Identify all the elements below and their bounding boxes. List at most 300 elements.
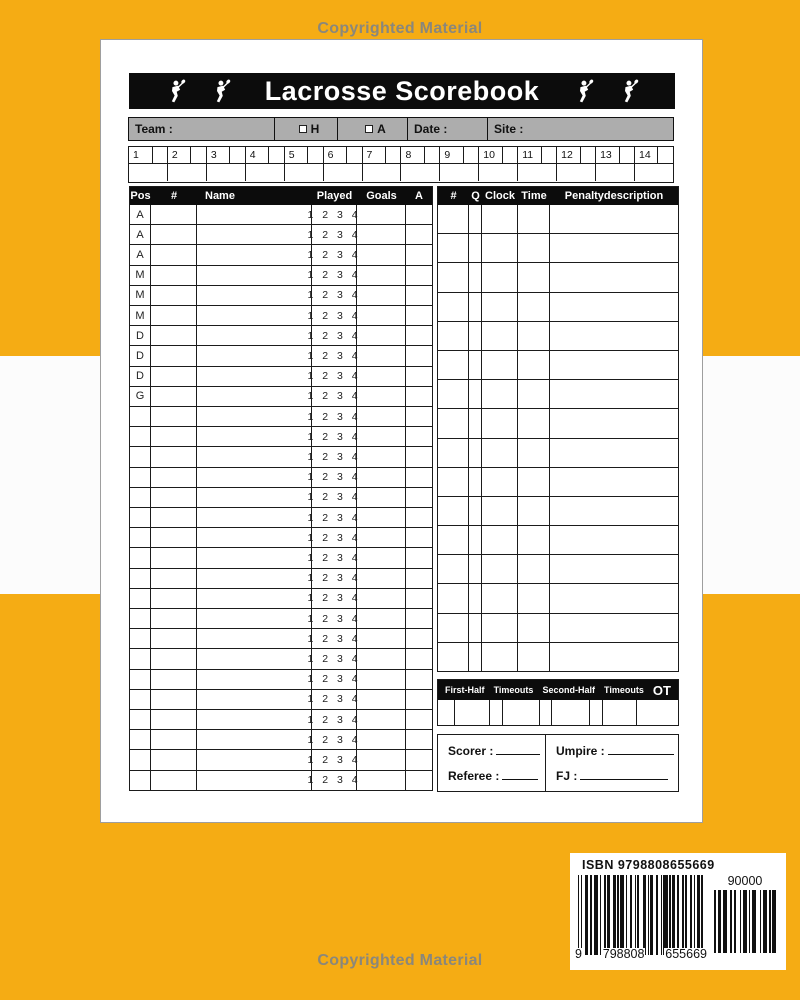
roster-goals-cell [357,306,406,325]
penalty-cell [482,380,518,408]
referee-label: Referee : [448,769,500,783]
roster-goals-cell [357,266,406,285]
penalty-cell [482,614,518,642]
roster-number-cell [151,306,197,325]
penalty-cell [438,555,469,583]
roster-number-cell [151,205,197,224]
penalty-header [438,187,678,205]
roster-goals-cell [357,649,406,668]
timeout-box [455,700,490,725]
roster-goals-cell [357,710,406,729]
referee-field [448,769,545,783]
fj-label: FJ : [556,769,578,783]
penalty-cell [550,584,678,612]
score-grid-pair [518,147,557,163]
roster-name-cell [197,407,312,426]
roster-header-pos: Pos [130,190,151,202]
roster-pos-cell [130,730,151,749]
roster-assists-cell [406,771,432,790]
score-grid-blank-cell [581,147,595,163]
score-grid-pair [401,147,440,163]
roster-name-cell [197,690,312,709]
score-grid-score-cell [479,164,518,181]
roster-played-cell: 1 2 3 4 [312,488,357,507]
roster-number-cell [151,468,197,487]
roster-name-cell [197,326,312,345]
roster-pos-cell [130,629,151,648]
score-grid-numbers-row [129,147,673,164]
roster-table [129,186,433,791]
roster-number-cell [151,690,197,709]
score-grid-score-cell [246,164,285,181]
score-grid-blank-cell [153,147,167,163]
roster-name-cell [197,548,312,567]
penalty-cell [518,263,550,291]
roster-name-cell [197,670,312,689]
roster-name-cell [197,609,312,628]
penalty-cell [438,643,469,671]
score-grid-score-cell [557,164,596,181]
roster-played-cell: 1 2 3 4 [312,346,357,365]
penalty-cell [438,234,469,262]
roster-name-cell [197,589,312,608]
roster-played-cell: 1 2 3 4 [312,589,357,608]
roster-pos-cell [130,589,151,608]
roster-goals-cell [357,346,406,365]
roster-assists-cell [406,468,432,487]
score-grid-number: 5 [285,147,309,163]
penalty-cell [438,409,469,437]
roster-number-cell [151,286,197,305]
penalty-cell [438,526,469,554]
roster-goals-cell [357,629,406,648]
roster-body [130,205,432,790]
penalty-cell [518,322,550,350]
roster-number-cell [151,771,197,790]
roster-pos-cell: D [130,326,151,345]
roster-number-cell [151,488,197,507]
penalty-cell [550,263,678,291]
roster-goals-cell [357,508,406,527]
roster-goals-cell [357,205,406,224]
roster-pos-cell [130,710,151,729]
penalty-cell [550,643,678,671]
roster-number-cell [151,528,197,547]
roster-number-cell [151,346,197,365]
penalty-cell [469,380,482,408]
score-grid-number: 8 [401,147,425,163]
score-grid-score-cell [440,164,479,181]
penalty-row [438,643,678,671]
score-grid-blank-cell [308,147,322,163]
penalty-header-description [550,190,678,202]
score-grid-blank-cell [191,147,205,163]
penalty-cell [550,234,678,262]
penalty-cell [550,380,678,408]
roster-played-cell: 1 2 3 4 [312,609,357,628]
score-grid-number: 4 [246,147,270,163]
scorer-blank-line [496,746,540,755]
roster-row [130,548,432,568]
roster-pos-cell [130,649,151,668]
roster-goals-cell [357,609,406,628]
penalty-cell [550,439,678,467]
penalty-cell [438,614,469,642]
copyright-notice-top: Copyrighted Material [317,20,483,37]
timeout-box [552,700,590,725]
lacrosse-player-icon [618,78,639,104]
roster-assists-cell [406,205,432,224]
penalty-cell [469,205,482,233]
roster-name-cell [197,346,312,365]
roster-goals-cell [357,488,406,507]
roster-goals-cell [357,670,406,689]
team-label: Team : [135,122,173,136]
roster-played-cell: 1 2 3 4 [312,771,357,790]
penalty-cell [438,380,469,408]
roster-number-cell [151,750,197,769]
roster-row [130,346,432,366]
roster-pos-cell [130,690,151,709]
penalty-cell [469,322,482,350]
score-grid-number: 1 [129,147,153,163]
roster-assists-cell [406,609,432,628]
roster-number-cell [151,649,197,668]
roster-pos-cell: A [130,225,151,244]
roster-played-cell: 1 2 3 4 [312,367,357,386]
score-grid-score-cell [363,164,402,181]
site-label: Site : [494,122,524,136]
roster-played-cell: 1 2 3 4 [312,407,357,426]
officials-left [438,735,546,791]
timeouts-label-2: Timeouts [604,685,644,695]
penalty-cell [482,293,518,321]
roster-goals-cell [357,468,406,487]
roster-name-cell [197,488,312,507]
timeout-boxes [438,700,678,725]
roster-played-cell: 1 2 3 4 [312,225,357,244]
roster-number-cell [151,447,197,466]
home-checkbox [299,125,307,133]
penalty-cell [482,439,518,467]
penalty-row [438,205,678,234]
score-grid-number: 2 [168,147,192,163]
score-grid-blank-cell [425,147,439,163]
roster-number-cell [151,609,197,628]
roster-name-cell [197,730,312,749]
fj-blank-line [580,771,668,780]
roster-played-cell: 1 2 3 4 [312,468,357,487]
score-grid-number: 11 [518,147,542,163]
lacrosse-player-icon [210,78,231,104]
roster-pos-cell [130,750,151,769]
score-grid-blank-cell [503,147,517,163]
roster-name-cell [197,286,312,305]
penalty-cell [482,643,518,671]
timeout-box [540,700,552,725]
score-grid-score-cell [207,164,246,181]
penalty-cell [550,614,678,642]
roster-played-cell: 1 2 3 4 [312,427,357,446]
roster-number-cell [151,407,197,426]
officials-section [437,734,679,792]
roster-row [130,750,432,770]
roster-name-cell [197,306,312,325]
roster-goals-cell [357,589,406,608]
roster-pos-cell [130,447,151,466]
roster-row [130,649,432,669]
roster-played-cell: 1 2 3 4 [312,326,357,345]
penalty-cell [550,468,678,496]
score-grid-pair [557,147,596,163]
roster-pos-cell: M [130,266,151,285]
roster-pos-cell [130,670,151,689]
timeout-box [637,700,678,725]
penalty-table [437,186,679,672]
roster-goals-cell [357,447,406,466]
roster-header-number: # [170,190,178,202]
penalty-cell [469,293,482,321]
penalty-cell [469,643,482,671]
roster-played-cell: 1 2 3 4 [312,245,357,264]
penalty-cell [438,584,469,612]
score-grid-blank-cell [269,147,283,163]
roster-pos-cell [130,508,151,527]
score-grid-blank-row [129,164,673,181]
second-half-label: Second-Half [542,685,595,695]
penalty-cell [469,263,482,291]
penalty-cell [482,526,518,554]
penalty-cell [469,468,482,496]
running-score-grid [128,146,674,183]
roster-assists-cell [406,750,432,769]
description-label: description [603,190,664,202]
roster-name-cell [197,447,312,466]
roster-pos-cell [130,548,151,567]
roster-assists-cell [406,266,432,285]
timeouts-header [438,680,678,700]
referee-blank-line [502,771,538,780]
penalty-cell [518,555,550,583]
penalty-cell [518,526,550,554]
home-label: H [310,122,320,136]
penalty-row [438,526,678,555]
roster-number-cell [151,367,197,386]
penalty-row [438,322,678,351]
roster-goals-cell [357,771,406,790]
roster-row [130,609,432,629]
penalty-row [438,468,678,497]
penalty-cell [469,439,482,467]
penalty-cell [482,409,518,437]
roster-pos-cell: M [130,306,151,325]
penalty-cell [482,584,518,612]
roster-row [130,488,432,508]
penalty-row [438,234,678,263]
roster-goals-cell [357,387,406,406]
penalty-row [438,351,678,380]
date-field [408,118,488,140]
roster-row [130,245,432,265]
score-grid-number: 13 [596,147,620,163]
roster-number-cell [151,427,197,446]
roster-goals-cell [357,407,406,426]
roster-number-cell [151,508,197,527]
score-grid-score-cell [285,164,324,181]
penalty-row [438,614,678,643]
penalty-cell [469,497,482,525]
penalty-cell [482,497,518,525]
score-grid-blank-cell [347,147,361,163]
penalty-cell [482,351,518,379]
roster-goals-cell [357,427,406,446]
score-grid-blank-cell [464,147,478,163]
roster-pos-cell [130,488,151,507]
roster-number-cell [151,225,197,244]
roster-pos-cell: A [130,245,151,264]
score-grid-pair [635,147,673,163]
score-grid-number: 12 [557,147,581,163]
penalty-header-number: # [450,190,457,202]
roster-row [130,387,432,407]
timeout-box [590,700,603,725]
penalty-row [438,380,678,409]
roster-name-cell [197,771,312,790]
roster-goals-cell [357,225,406,244]
penalty-cell [438,351,469,379]
roster-assists-cell [406,286,432,305]
isbn-digit-group: 655669 [665,947,707,961]
roster-goals-cell [357,730,406,749]
score-grid-pair [129,147,168,163]
penalty-cell [469,351,482,379]
roster-goals-cell [357,286,406,305]
roster-number-cell [151,548,197,567]
roster-played-cell: 1 2 3 4 [312,710,357,729]
penalty-cell [469,555,482,583]
roster-assists-cell [406,427,432,446]
roster-goals-cell [357,528,406,547]
roster-row [130,326,432,346]
game-info-row [128,117,674,141]
roster-name-cell [197,468,312,487]
roster-header-goals: Goals [366,190,397,202]
roster-goals-cell [357,690,406,709]
roster-row [130,205,432,225]
roster-name-cell [197,528,312,547]
score-grid-blank-cell [542,147,556,163]
roster-played-cell: 1 2 3 4 [312,548,357,567]
scorer-field [448,744,545,758]
roster-row [130,629,432,649]
roster-name-cell [197,225,312,244]
score-grid-pair [168,147,207,163]
penalty-cell [518,409,550,437]
penalty-cell [482,234,518,262]
price-code-text: 90000 [714,874,776,888]
timeout-box [503,700,540,725]
score-grid-number: 6 [324,147,348,163]
roster-number-cell [151,629,197,648]
roster-goals-cell [357,245,406,264]
roster-number-cell [151,569,197,588]
title-bar [129,73,675,109]
roster-pos-cell: G [130,387,151,406]
roster-pos-cell [130,771,151,790]
penalty-cell [518,497,550,525]
roster-name-cell [197,266,312,285]
penalty-cell [482,263,518,291]
team-field [129,118,275,140]
penalty-cell [550,205,678,233]
penalty-cell [438,322,469,350]
penalty-cell [550,555,678,583]
roster-number-cell [151,710,197,729]
supplemental-barcode-bars [714,890,776,953]
roster-row [130,710,432,730]
roster-name-cell [197,387,312,406]
roster-row [130,589,432,609]
roster-name-cell [197,205,312,224]
roster-pos-cell [130,468,151,487]
isbn-digit-group: 798808 [602,947,645,961]
umpire-blank-line [608,746,674,755]
roster-assists-cell [406,326,432,345]
penalty-cell [438,205,469,233]
penalty-header-clock: Clock [485,190,515,202]
penalty-row [438,439,678,468]
roster-assists-cell [406,245,432,264]
penalty-cell [438,293,469,321]
score-grid-blank-cell [658,147,672,163]
penalty-cell [518,643,550,671]
lacrosse-player-icon [573,78,594,104]
roster-row [130,508,432,528]
roster-assists-cell [406,447,432,466]
roster-number-cell [151,326,197,345]
fj-field [556,769,678,783]
roster-pos-cell: D [130,346,151,365]
roster-assists-cell [406,629,432,648]
roster-assists-cell [406,569,432,588]
score-grid-score-cell [168,164,207,181]
score-grid-score-cell [401,164,440,181]
penalty-cell [482,555,518,583]
umpire-field [556,744,678,758]
roster-goals-cell [357,548,406,567]
penalty-cell [518,439,550,467]
timeout-box [438,700,455,725]
roster-row [130,468,432,488]
roster-row [130,286,432,306]
lacrosse-player-icon [165,78,186,104]
penalty-body [438,205,678,671]
barcode-bar [772,890,776,953]
penalty-cell [518,468,550,496]
overtime-label: OT [652,682,671,698]
roster-number-cell [151,589,197,608]
roster-played-cell: 1 2 3 4 [312,266,357,285]
roster-assists-cell [406,730,432,749]
roster-name-cell [197,569,312,588]
roster-header [130,187,432,205]
score-grid-pair [324,147,363,163]
penalty-cell [518,293,550,321]
penalty-cell [469,614,482,642]
score-grid-pair [596,147,635,163]
penalty-cell [550,409,678,437]
roster-played-cell: 1 2 3 4 [312,569,357,588]
